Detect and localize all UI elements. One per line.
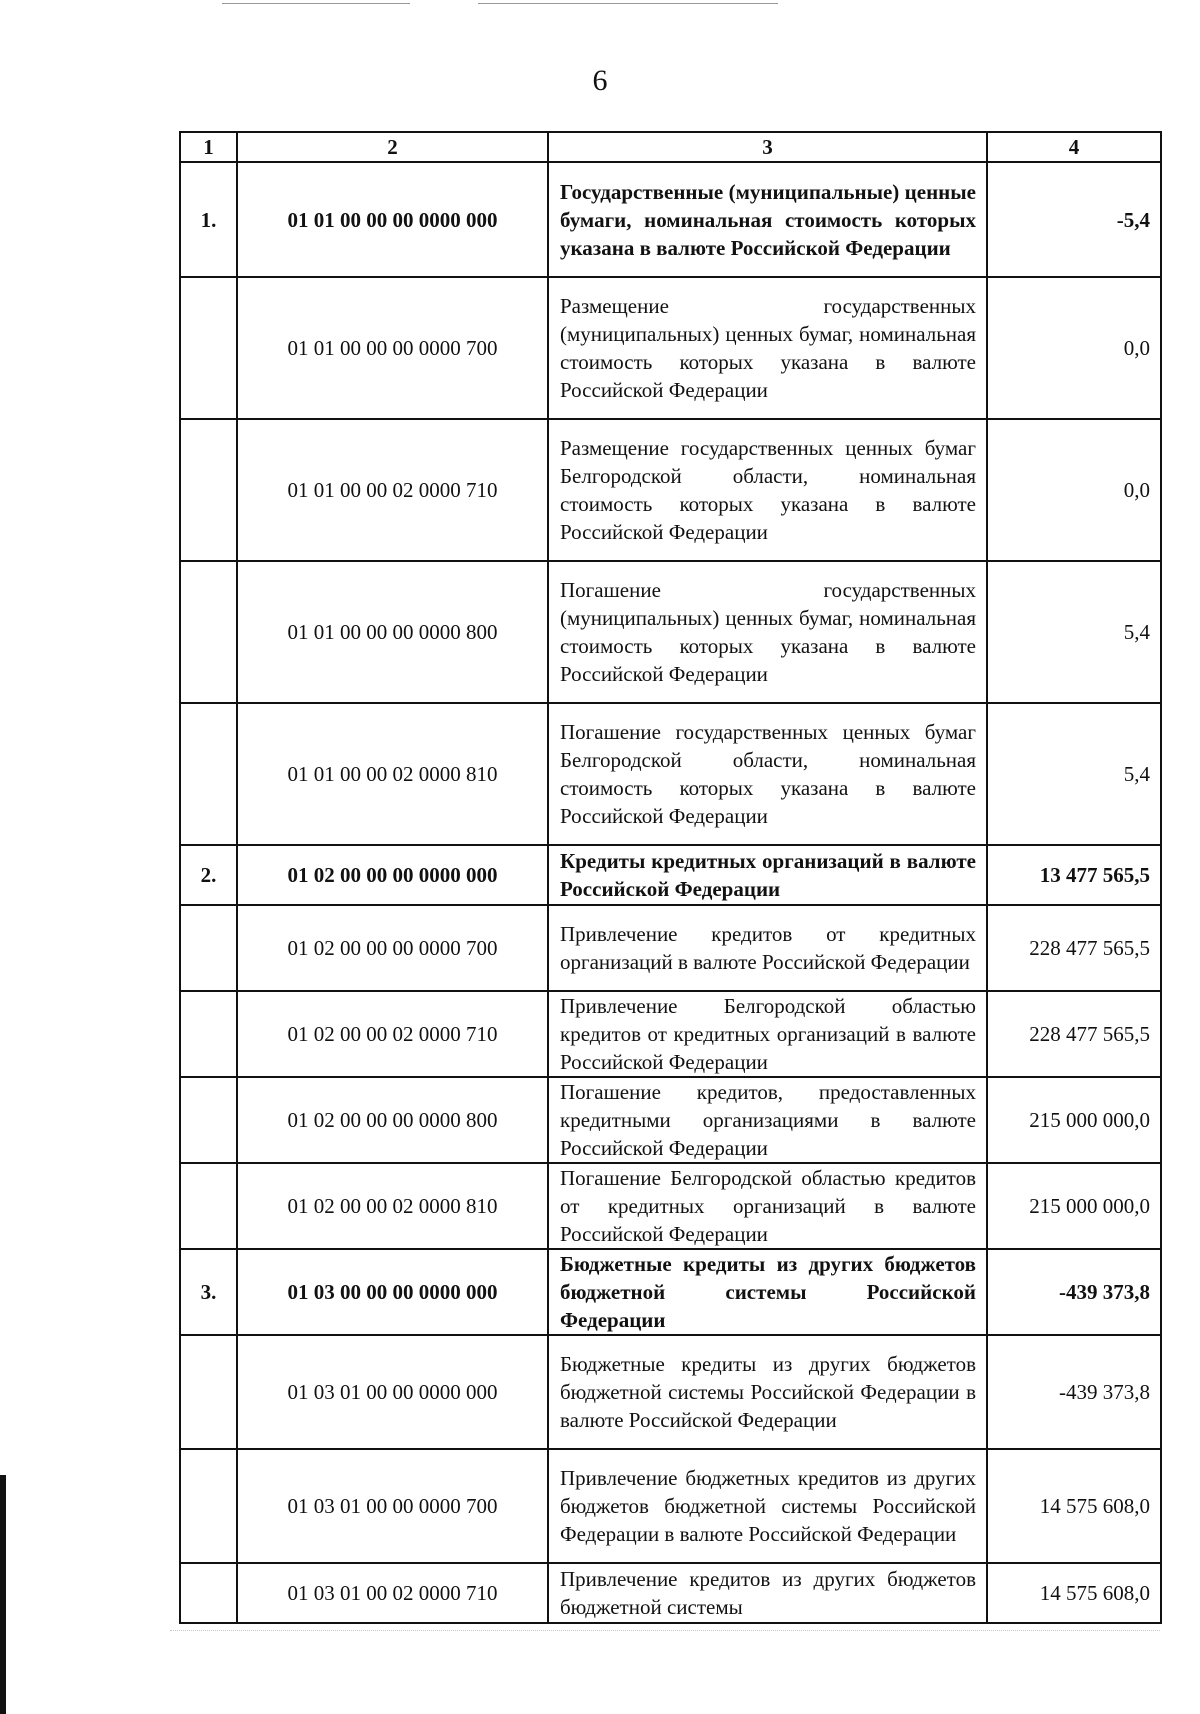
- budget-code: 01 02 00 00 00 0000 000: [237, 845, 548, 905]
- amount-value: 0,0: [987, 277, 1161, 419]
- amount-value: 215 000 000,0: [987, 1077, 1161, 1163]
- row-number: [180, 419, 237, 561]
- source-name: Бюджетные кредиты из других бюджетов бюджетной системы Российской Федерации в валюте Российской Федерации: [548, 1335, 987, 1449]
- row-number: 3.: [180, 1249, 237, 1335]
- table-row: [180, 1163, 1161, 1249]
- amount-value: 14 575 608,0: [987, 1449, 1161, 1563]
- row-number: [180, 1077, 237, 1163]
- amount-value: 228 477 565,5: [987, 991, 1161, 1077]
- scan-artifact-line: [222, 3, 410, 4]
- budget-code: 01 02 00 00 00 0000 700: [237, 905, 548, 991]
- column-header-1: 1: [180, 132, 237, 162]
- budget-code: 01 01 00 00 02 0000 710: [237, 419, 548, 561]
- amount-value: 5,4: [987, 561, 1161, 703]
- source-name: Привлечение бюджетных кредитов из других бюджетов бюджетной системы Российской Федерации в валюте Российской Федерации: [548, 1449, 987, 1563]
- row-number: [180, 277, 237, 419]
- row-number: [180, 561, 237, 703]
- source-name: Привлечение Белгородской областью кредитов от кредитных организаций в валюте Российской Федерации: [548, 991, 987, 1077]
- scan-artifact-line: [478, 3, 778, 4]
- column-header-3: 3: [548, 132, 987, 162]
- amount-value: -439 373,8: [987, 1335, 1161, 1449]
- source-name: Размещение государственных ценных бумаг Белгородской области, номинальная стоимость которых указана в валюте Российской Федерации: [548, 419, 987, 561]
- page-number: 6: [592, 64, 608, 97]
- amount-value: 0,0: [987, 419, 1161, 561]
- table-row: [180, 1249, 1161, 1335]
- budget-code: 01 03 00 00 00 0000 000: [237, 1249, 548, 1335]
- source-name: Кредиты кредитных организаций в валюте Российской Федерации: [548, 845, 987, 905]
- table-row: [180, 1449, 1161, 1563]
- source-name: Погашение государственных (муниципальных) ценных бумаг, номинальная стоимость которых указана в валюте Российской Федерации: [548, 561, 987, 703]
- amount-value: 228 477 565,5: [987, 905, 1161, 991]
- budget-code: 01 01 00 00 00 0000 700: [237, 277, 548, 419]
- row-number: [180, 1335, 237, 1449]
- table-row: [180, 703, 1161, 845]
- amount-value: 13 477 565,5: [987, 845, 1161, 905]
- table-row: [180, 277, 1161, 419]
- row-number: [180, 1449, 237, 1563]
- row-number: [180, 1163, 237, 1249]
- table-row: [180, 419, 1161, 561]
- amount-value: 5,4: [987, 703, 1161, 845]
- row-number: 1.: [180, 162, 237, 277]
- column-header-4: 4: [987, 132, 1161, 162]
- source-name: Размещение государственных (муниципальных) ценных бумаг, номинальная стоимость которых указана в валюте Российской Федерации: [548, 277, 987, 419]
- table-row: [180, 905, 1161, 991]
- scan-edge-shadow: [0, 1475, 6, 1714]
- row-number: [180, 1563, 237, 1623]
- amount-value: 215 000 000,0: [987, 1163, 1161, 1249]
- source-name: Привлечение кредитов от кредитных организаций в валюте Российской Федерации: [548, 905, 987, 991]
- amount-value: -439 373,8: [987, 1249, 1161, 1335]
- budget-code: 01 02 00 00 00 0000 800: [237, 1077, 548, 1163]
- budget-code: 01 03 01 00 00 0000 000: [237, 1335, 548, 1449]
- source-name: Погашение кредитов, предоставленных кредитными организациями в валюте Российской Федерации: [548, 1077, 987, 1163]
- table-row: [180, 561, 1161, 703]
- budget-code: 01 03 01 00 00 0000 700: [237, 1449, 548, 1563]
- source-name: Бюджетные кредиты из других бюджетов бюджетной системы Российской Федерации: [548, 1249, 987, 1335]
- source-name: Государственные (муниципальные) ценные бумаги, номинальная стоимость которых указана в валюте Российской Федерации: [548, 162, 987, 277]
- table-row: [180, 1077, 1161, 1163]
- table-row: [180, 1335, 1161, 1449]
- source-name: Погашение Белгородской областью кредитов от кредитных организаций в валюте Российской Федерации: [548, 1163, 987, 1249]
- row-number: [180, 991, 237, 1077]
- budget-code: 01 03 01 00 02 0000 710: [237, 1563, 548, 1623]
- budget-code: 01 01 00 00 00 0000 800: [237, 561, 548, 703]
- budget-code: 01 02 00 00 02 0000 710: [237, 991, 548, 1077]
- amount-value: 14 575 608,0: [987, 1563, 1161, 1623]
- column-header-2: 2: [237, 132, 548, 162]
- source-name: Привлечение кредитов из других бюджетов бюджетной системы: [548, 1563, 987, 1623]
- budget-sources-table: [179, 131, 1162, 1624]
- table-row: [180, 845, 1161, 905]
- table-row: [180, 162, 1161, 277]
- row-number: 2.: [180, 845, 237, 905]
- row-number: [180, 703, 237, 845]
- table-row: [180, 991, 1161, 1077]
- budget-code: 01 01 00 00 02 0000 810: [237, 703, 548, 845]
- source-name: Погашение государственных ценных бумаг Белгородской области, номинальная стоимость которых указана в валюте Российской Федерации: [548, 703, 987, 845]
- table-header-row: [180, 132, 1161, 162]
- row-number: [180, 905, 237, 991]
- budget-code: 01 02 00 00 02 0000 810: [237, 1163, 548, 1249]
- table-row: [180, 1563, 1161, 1623]
- amount-value: -5,4: [987, 162, 1161, 277]
- scan-artifact-dots: [170, 1630, 1160, 1632]
- budget-code: 01 01 00 00 00 0000 000: [237, 162, 548, 277]
